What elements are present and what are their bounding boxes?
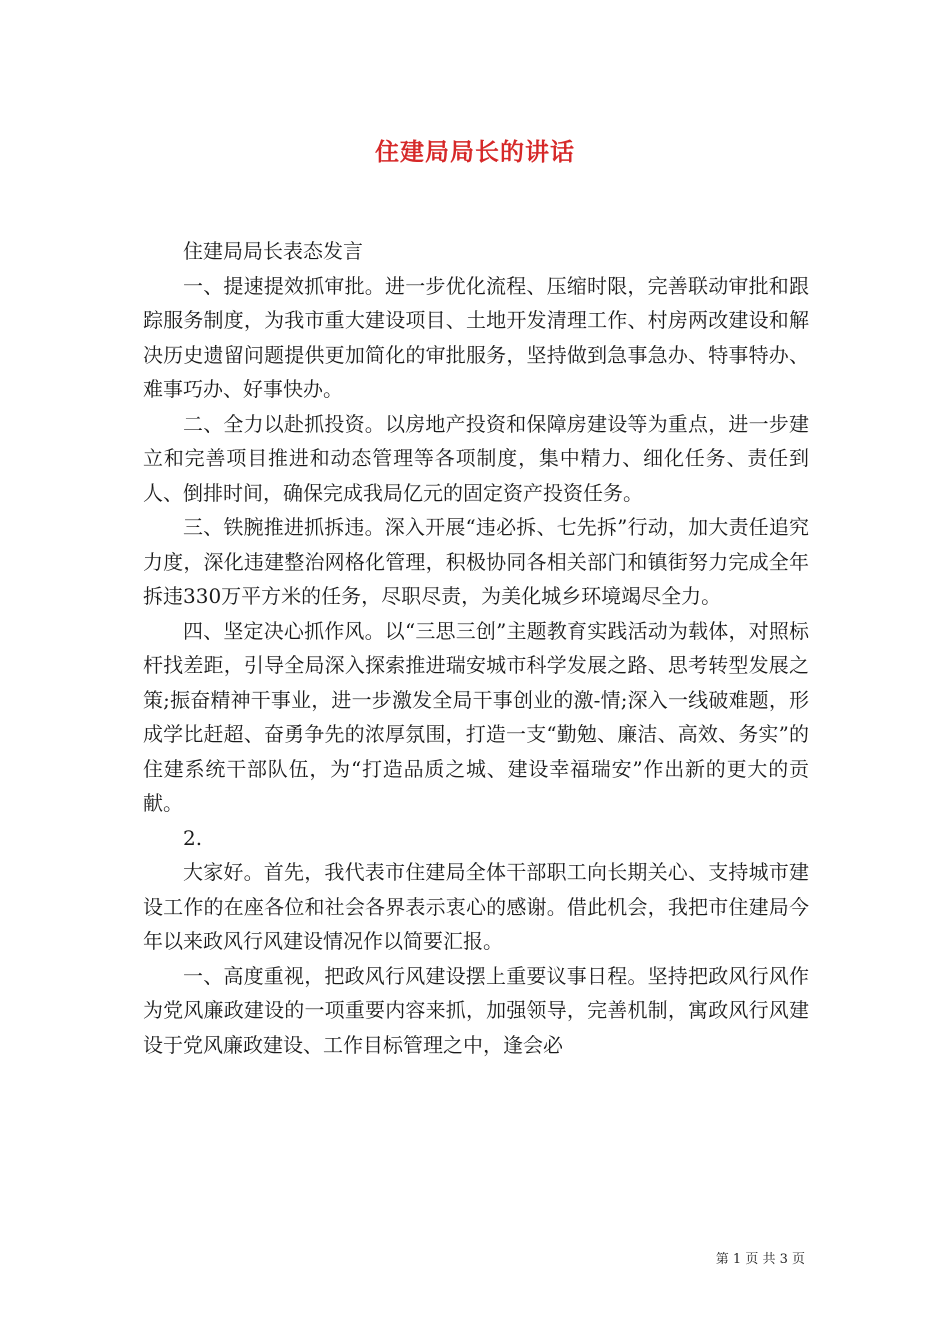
paragraph: 大家好。首先，我代表市住建局全体干部职工向长期关心、支持城市建设工作的在座各位和社会各界表示衷心的感谢。借此机会，我把市住建局今年以来政风行风建设情况作以简要汇报。 [143,860,809,953]
paragraph: 2. [183,825,203,850]
paragraph: 一、提速提效抓审批。进一步优化流程、压缩时限，完善联动审批和跟踪服务制度，为我市重大建设项目、土地开发清理工作、村房两改建设和解决历史遗留问题提供更加简化的审批服务，坚持做到急事急办、特事特办、难事巧办、好事快办。 [143,273,809,401]
paragraph: 一、高度重视，把政风行风建设摆上重要议事日程。坚持把政风行风作为党风廉政建设的一项重要内容来抓，加强领导，完善机制，寓政风行风建设于党风廉政建设、工作目标管理之中，逢会必 [143,963,809,1057]
paragraph: 四、坚定决心抓作风。以“三思三创”主题教育实践活动为载体，对照标杆找差距，引导全局深入探索推进瑞安城市科学发展之路、思考转型发展之策;振奋精神干事业，进一步激发全局干事创业的激-情;深入一线破难题，形成学比赶超、奋勇争先的浓厚氛围，打造一支“勤勉、廉洁、高效、务实”的住建系统干部队伍，为“打造品质之城、建设幸福瑞安”作出新的更大的贡献。 [143,618,809,815]
paragraph: 三、铁腕推进抓拆违。深入开展“违必拆、七先拆”行动，加大责任追究力度，深化违建整治网格化管理，积极协同各相关部门和镇街努力完成全年拆违330万平方米的任务，尽职尽责，为美化城乡环境竭尽全力。 [143,515,809,608]
document-body [143,234,809,1062]
paragraph: 住建局局长表态发言 [183,239,363,263]
document-title: 住建局局长的讲话 [375,137,575,166]
page-number-footer: 第 1 页 共 3 页 [715,1252,805,1267]
paragraph: 二、全力以赴抓投资。以房地产投资和保障房建设等为重点，进一步建立和完善项目推进和动态管理等各项制度，集中精力、细化任务、责任到人、倒排时间，确保完成我局亿元的固定资产投资任务。 [143,411,809,505]
